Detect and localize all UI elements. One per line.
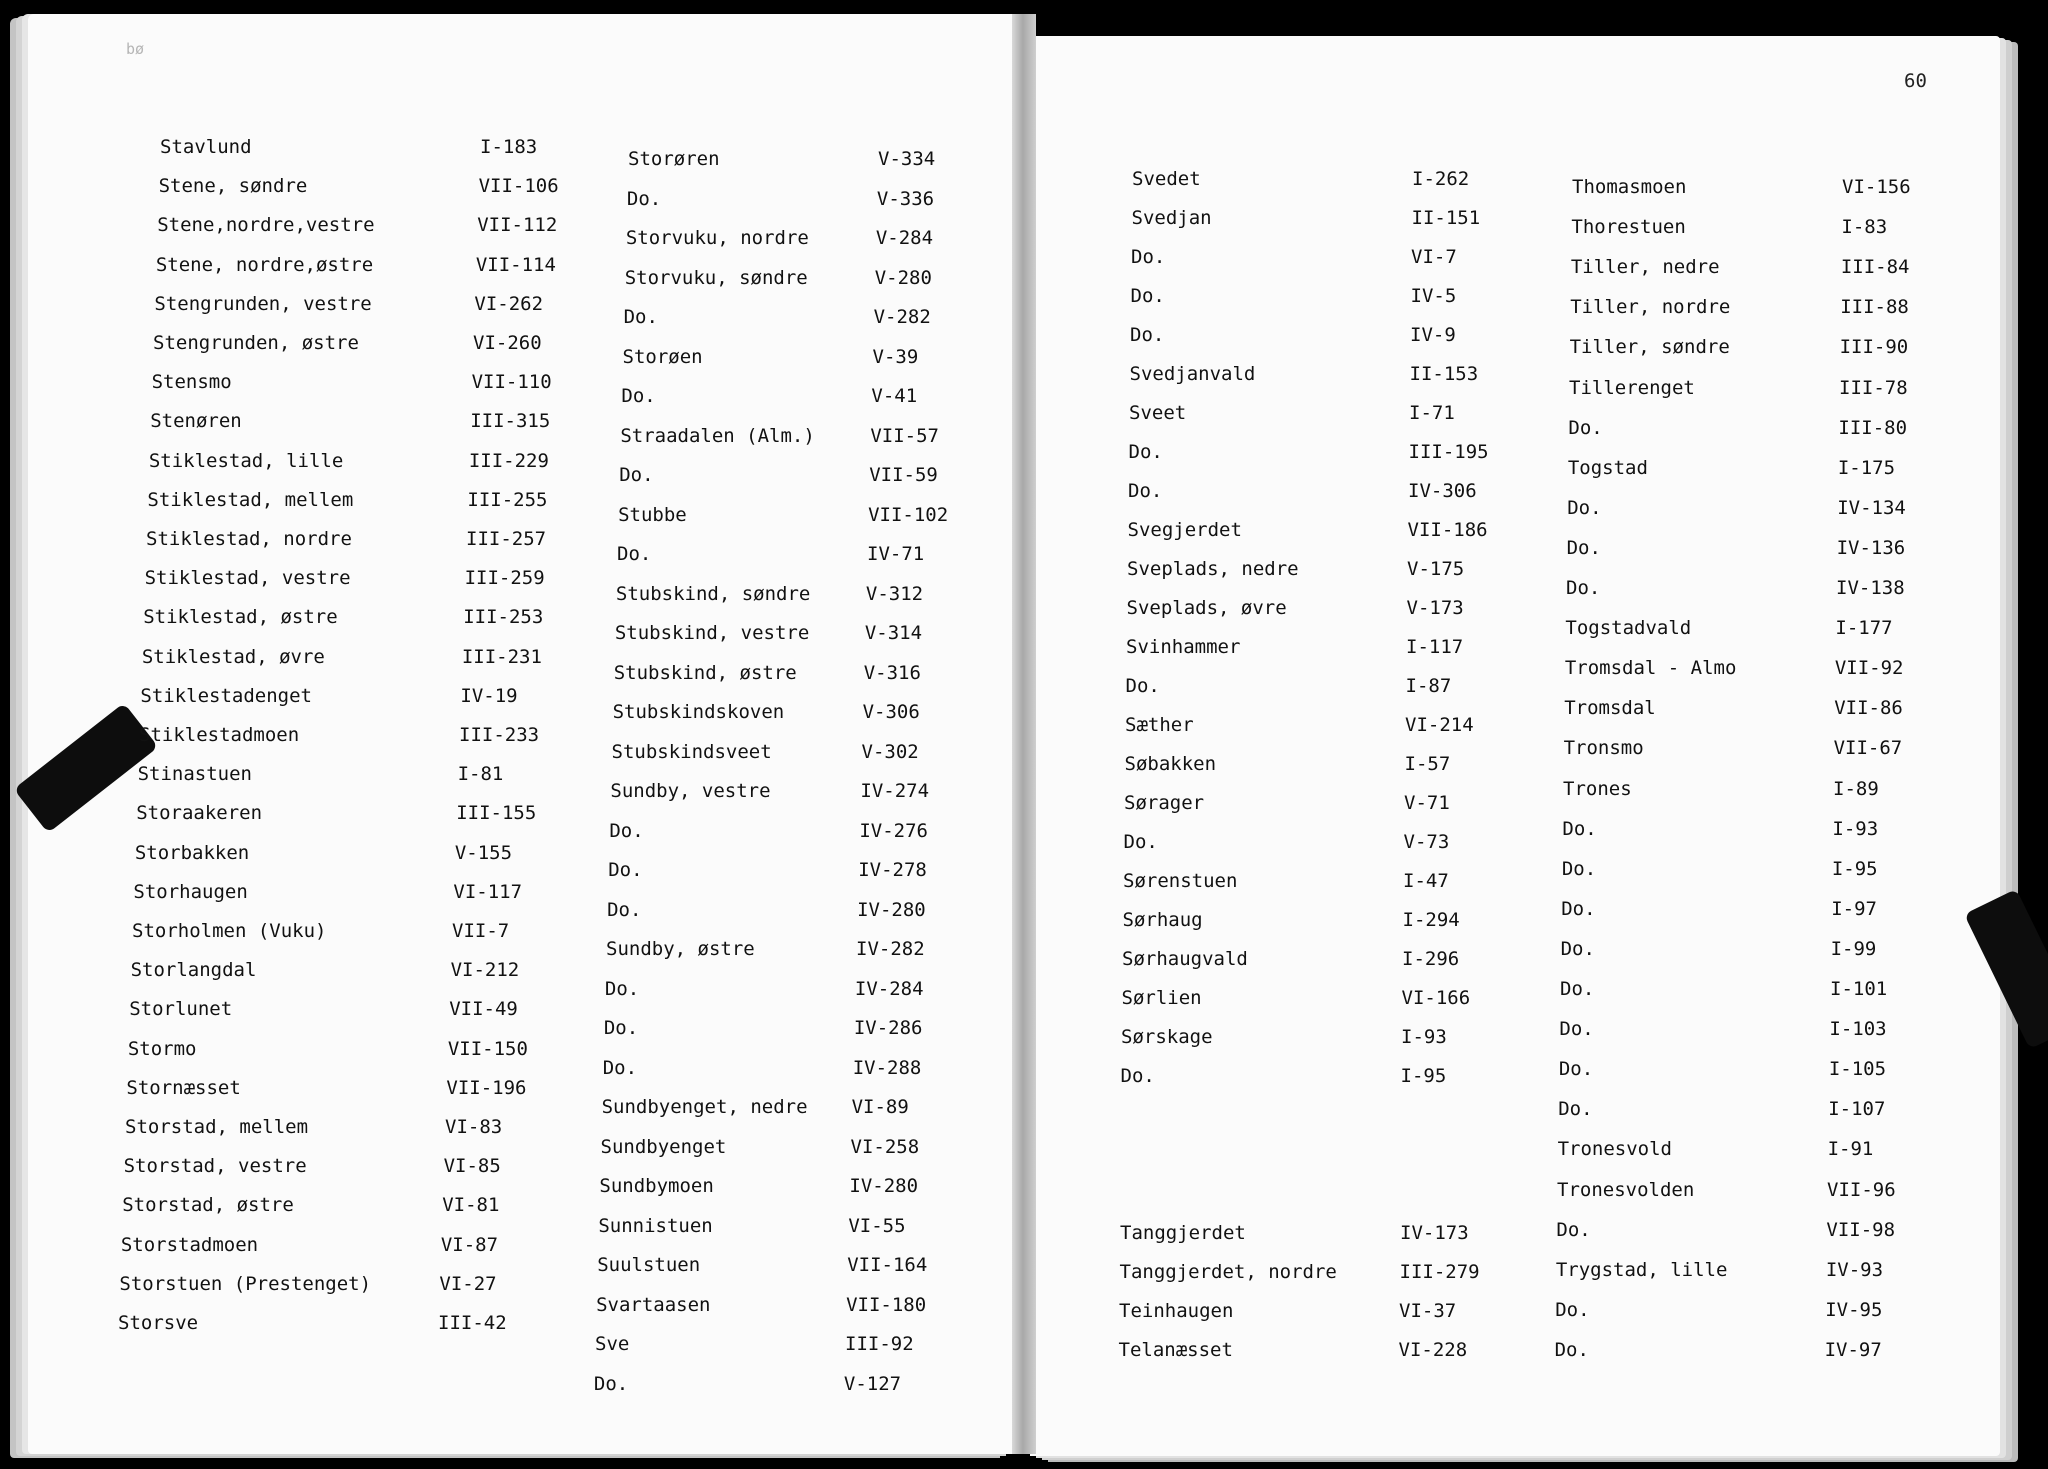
volume-page-ref: III-155: [456, 802, 537, 825]
farm-name: Sørlien: [1121, 987, 1202, 1009]
volume-page-ref: I-101: [1830, 978, 1888, 1000]
farm-name: Svinhammer: [1126, 636, 1241, 658]
farm-name: Do.: [1568, 416, 1603, 439]
farm-name: Do.: [1561, 857, 1597, 880]
farm-name: Trones: [1563, 777, 1632, 800]
farm-name: Storbakken: [134, 841, 250, 864]
farm-name: Stengrunden, vestre: [154, 292, 372, 315]
farm-name: Storhaugen: [133, 880, 248, 903]
volume-page-ref: VI-55: [848, 1214, 906, 1237]
volume-page-ref: I-105: [1828, 1058, 1887, 1081]
volume-page-ref: VII-57: [870, 424, 939, 447]
volume-page-ref: IV-274: [860, 780, 930, 802]
farm-name: Do.: [1560, 978, 1595, 1000]
farm-name: Do.: [607, 898, 642, 921]
farm-name: Do.: [1128, 480, 1163, 502]
farm-name: Do.: [608, 859, 643, 881]
volume-page-ref: VI-27: [439, 1272, 497, 1295]
volume-page-ref: VII-86: [1834, 697, 1903, 720]
farm-name: Do.: [1560, 937, 1595, 960]
farm-name: Stene, nordre,østre: [155, 253, 374, 276]
volume-page-ref: VII-150: [447, 1037, 528, 1060]
volume-page-ref: VII-96: [1827, 1178, 1896, 1201]
farm-name: Stiklestad, nordre: [146, 528, 352, 550]
volume-page-ref: VII-186: [1407, 519, 1488, 541]
farm-name: Togstad: [1567, 456, 1648, 479]
farm-name: Tanggjerdet, nordre: [1119, 1261, 1337, 1283]
farm-name: Storvuku, nordre: [625, 227, 809, 249]
farm-name: Svеplads, nedre: [1127, 558, 1299, 580]
volume-page-ref: V-41: [871, 385, 918, 407]
farm-name: Stenøren: [150, 410, 242, 433]
volume-page-ref: I-117: [1406, 636, 1464, 658]
volume-page-ref: V-173: [1406, 597, 1464, 619]
farm-name: Stiklestad, lille: [148, 449, 344, 472]
volume-page-ref: I-87: [1405, 675, 1452, 697]
volume-page-ref: I-93: [1832, 817, 1879, 840]
volume-page-ref: VII-164: [847, 1254, 928, 1276]
farm-name: Stene,nordre,vestre: [157, 214, 375, 237]
volume-page-ref: V-175: [1407, 558, 1465, 580]
farm-name: Storstad, østre: [122, 1194, 294, 1217]
farm-name: Sveet: [1129, 402, 1187, 424]
farm-name: Svegjerdet: [1127, 519, 1242, 541]
farm-name: Søbakken: [1124, 753, 1217, 775]
farm-name: Do.: [1558, 1058, 1594, 1081]
volume-page-ref: VI-260: [473, 332, 542, 354]
farm-name: Stiklestad, vestre: [144, 567, 351, 590]
farm-name: Do.: [604, 977, 640, 1000]
farm-name: Stengrunden, østre: [153, 332, 359, 354]
farm-name: Do.: [623, 306, 658, 328]
farm-name: Storøren: [628, 148, 720, 170]
volume-page-ref: I-294: [1402, 909, 1460, 931]
volume-page-ref: I-91: [1827, 1138, 1874, 1161]
farm-name: Tiller, nedre: [1570, 256, 1720, 279]
farm-name: Sve: [595, 1333, 630, 1355]
volume-page-ref: V-312: [865, 582, 924, 605]
volume-page-ref: IV-138: [1836, 577, 1905, 599]
volume-page-ref: VI-166: [1401, 987, 1471, 1009]
farm-name: Svedjanvald: [1129, 363, 1256, 385]
volume-page-ref: VII-7: [452, 920, 510, 942]
volume-page-ref: I-83: [1841, 216, 1888, 239]
volume-page-ref: III-253: [463, 606, 544, 629]
volume-page-ref: IV-280: [857, 898, 926, 921]
farm-name: Togstadvald: [1565, 617, 1692, 640]
volume-page-ref: IV-306: [1408, 480, 1477, 502]
volume-page-ref: I-97: [1831, 897, 1877, 920]
volume-page-ref: IV-9: [1410, 324, 1456, 346]
volume-page-ref: VI-7: [1411, 246, 1457, 268]
farm-name: Stornæsset: [126, 1076, 241, 1099]
volume-page-ref: III-229: [468, 449, 549, 472]
farm-name: Do.: [1556, 1218, 1591, 1241]
farm-name: Do.: [1131, 246, 1166, 268]
volume-page-ref: I-103: [1829, 1018, 1887, 1041]
farm-name: Tillerenget: [1569, 376, 1695, 399]
farm-name: Do.: [1554, 1338, 1589, 1361]
farm-name: Teinhaugen: [1119, 1300, 1234, 1322]
farm-name: Sunnistuen: [598, 1214, 713, 1237]
farm-name: Telanæsset: [1118, 1339, 1233, 1361]
farm-name: Do.: [1566, 577, 1601, 599]
volume-page-ref: I-183: [480, 136, 538, 158]
volume-page-ref: III-80: [1838, 416, 1908, 439]
farm-name: Sørhaug: [1122, 909, 1203, 931]
volume-page-ref: VII-59: [869, 464, 938, 486]
farm-name: Storstadmoen: [120, 1233, 259, 1256]
farm-name: Do.: [617, 543, 652, 565]
volume-page-ref: III-315: [470, 410, 551, 433]
farm-name: Stubbe: [618, 503, 687, 526]
volume-page-ref: VI-37: [1399, 1300, 1457, 1322]
volume-page-ref: V-314: [864, 622, 923, 644]
volume-page-ref: IV-276: [859, 819, 928, 842]
volume-page-ref: VI-87: [440, 1233, 499, 1256]
farm-name: Storøen: [622, 345, 703, 368]
volume-page-ref: IV-136: [1836, 536, 1906, 559]
farm-name: Svartaasen: [596, 1293, 711, 1316]
farm-name: Do.: [609, 819, 644, 842]
farm-name: Thorestuen: [1571, 216, 1686, 239]
volume-page-ref: IV-280: [849, 1175, 919, 1197]
volume-page-ref: IV-288: [852, 1056, 922, 1079]
volume-page-ref: VI-228: [1398, 1339, 1468, 1361]
farm-name: Stensmo: [151, 371, 232, 394]
volume-page-ref: VII-196: [446, 1076, 527, 1099]
farm-name: Trygstad, lille: [1555, 1258, 1728, 1281]
farm-name: Storlangdal: [130, 959, 257, 982]
volume-page-ref: III-42: [438, 1312, 507, 1334]
farm-name: Sørenstuen: [1123, 870, 1238, 892]
farm-name: Do.: [1130, 324, 1165, 346]
volume-page-ref: V-284: [875, 227, 934, 249]
farm-name: Storaakeren: [136, 802, 263, 825]
farm-name: Tiller, nordre: [1570, 296, 1731, 319]
farm-name: Do.: [621, 385, 656, 407]
farm-name: Do.: [1566, 536, 1601, 559]
volume-page-ref: V-302: [861, 740, 919, 763]
volume-page-ref: VI-83: [445, 1116, 503, 1138]
volume-page-ref: IV-284: [854, 977, 924, 1000]
volume-page-ref: I-81: [457, 763, 504, 786]
volume-page-ref: V-334: [878, 148, 936, 170]
volume-page-ref: VI-212: [450, 959, 520, 982]
farm-name: Stiklestadenget: [140, 684, 312, 707]
farm-name: Stubskind, søndre: [615, 582, 811, 605]
farm-name: Storstad, mellem: [125, 1116, 309, 1138]
volume-page-ref: VII-114: [475, 253, 556, 276]
volume-page-ref: VI-258: [850, 1135, 920, 1158]
volume-page-ref: IV-282: [856, 938, 925, 960]
farm-name: Sørager: [1124, 792, 1205, 814]
volume-page-ref: I-262: [1412, 168, 1470, 190]
volume-page-ref: III-92: [845, 1333, 914, 1355]
volume-page-ref: VII-180: [846, 1293, 927, 1316]
page-number: 60: [1904, 70, 1927, 92]
volume-page-ref: VI-214: [1405, 714, 1474, 736]
farm-name: Do.: [1128, 441, 1163, 463]
farm-name: Do.: [1555, 1298, 1590, 1321]
volume-page-ref: I-99: [1830, 937, 1877, 960]
volume-page-ref: V-39: [872, 345, 919, 368]
volume-page-ref: IV-19: [460, 684, 518, 707]
farm-name: Stiklestadmoen: [139, 724, 300, 746]
volume-page-ref: III-259: [464, 567, 545, 590]
volume-page-ref: V-280: [874, 266, 932, 289]
volume-page-ref: V-282: [873, 306, 931, 328]
farm-name: Do.: [1123, 831, 1158, 853]
volume-page-ref: II-151: [1411, 207, 1481, 229]
farm-name: Tromsdal - Almo: [1564, 657, 1737, 680]
farm-name: Sveplads, øvre: [1126, 597, 1287, 619]
farm-name: Do.: [619, 464, 654, 486]
farm-name: Storsve: [118, 1312, 199, 1334]
farm-name: Sundbyenget, nedre: [601, 1096, 808, 1118]
farm-name: Stene, søndre: [158, 175, 308, 198]
volume-page-ref: IV-71: [867, 543, 925, 565]
farm-name: Stubskindskoven: [612, 701, 785, 723]
volume-page-ref: VII-49: [449, 998, 518, 1021]
volume-page-ref: I-57: [1404, 753, 1451, 775]
volume-page-ref: I-71: [1409, 402, 1455, 424]
farm-name: Stiklestad, øvre: [141, 645, 325, 668]
volume-page-ref: VII-67: [1833, 737, 1903, 760]
volume-page-ref: I-175: [1837, 456, 1896, 479]
farm-name: Storvuku, søndre: [624, 266, 808, 289]
farm-name: Stubskind, østre: [613, 661, 797, 684]
volume-page-ref: IV-93: [1825, 1258, 1884, 1281]
volume-page-ref: III-279: [1399, 1261, 1480, 1283]
volume-page-ref: VI-262: [474, 292, 544, 315]
farm-name: Sundby, vestre: [610, 780, 771, 802]
volume-page-ref: VII-98: [1826, 1218, 1896, 1241]
farm-name: Do.: [1125, 675, 1160, 697]
farm-name: Do.: [1562, 817, 1597, 840]
volume-page-ref: I-89: [1833, 777, 1879, 800]
farm-name: Straadalen (Alm.): [620, 424, 815, 447]
volume-page-ref: III-255: [467, 488, 548, 511]
farm-name: Tronesvold: [1557, 1138, 1672, 1161]
book-gutter: [1012, 14, 1036, 1454]
volume-page-ref: IV-278: [858, 859, 927, 881]
farm-name: Svedet: [1132, 168, 1201, 190]
farm-name: Sæther: [1125, 714, 1194, 736]
farm-name: Sørhaugvald: [1122, 948, 1248, 970]
farm-name: Storlunet: [129, 998, 233, 1021]
running-head: bø: [126, 40, 145, 58]
farm-name: Sundby, østre: [606, 938, 755, 960]
farm-name: Sørskage: [1121, 1026, 1213, 1048]
volume-page-ref: VI-89: [851, 1096, 909, 1118]
volume-page-ref: VI-85: [443, 1155, 501, 1178]
farm-name: Svedjan: [1131, 207, 1212, 229]
farm-name: Tronsmo: [1563, 737, 1644, 760]
farm-name: Stormo: [127, 1037, 197, 1060]
farm-name: Tiller, søndre: [1569, 336, 1730, 359]
farm-name: Suulstuen: [597, 1254, 701, 1276]
farm-name: Do.: [1567, 496, 1602, 519]
farm-name: Do.: [626, 187, 662, 210]
farm-name: Do.: [1561, 897, 1596, 920]
volume-page-ref: VI-156: [1842, 176, 1911, 198]
farm-name: Do.: [603, 1017, 639, 1039]
volume-page-ref: III-257: [466, 528, 547, 550]
volume-page-ref: IV-95: [1825, 1298, 1883, 1321]
farm-name: Stubskindsveet: [611, 740, 772, 763]
volume-page-ref: VII-112: [477, 214, 558, 237]
volume-page-ref: VI-81: [442, 1194, 500, 1217]
volume-page-ref: III-78: [1839, 376, 1908, 399]
volume-page-ref: VII-102: [868, 503, 949, 526]
farm-name: Storstad, vestre: [123, 1155, 307, 1178]
farm-name: Stinastuen: [137, 763, 252, 786]
farm-name: Stubskind, vestre: [614, 622, 810, 644]
volume-page-ref: V-127: [843, 1372, 902, 1395]
volume-page-ref: V-73: [1403, 831, 1450, 853]
farm-name: Sundbymoen: [599, 1175, 714, 1197]
volume-page-ref: IV-134: [1837, 496, 1906, 519]
farm-name: Tronesvolden: [1557, 1178, 1695, 1201]
farm-name: Storstuen (Prestenget): [119, 1272, 372, 1295]
farm-name: Do.: [1559, 1018, 1594, 1041]
volume-page-ref: I-107: [1828, 1098, 1886, 1121]
farm-name: Thomasmoen: [1572, 176, 1687, 198]
farm-name: Do.: [1120, 1065, 1155, 1087]
volume-page-ref: I-47: [1403, 870, 1449, 892]
volume-page-ref: III-195: [1408, 441, 1489, 463]
volume-page-ref: V-336: [876, 187, 935, 210]
volume-page-ref: III-88: [1840, 296, 1909, 319]
volume-page-ref: VII-92: [1834, 657, 1904, 680]
volume-page-ref: IV-173: [1400, 1222, 1469, 1244]
volume-page-ref: I-93: [1401, 1026, 1447, 1048]
volume-page-ref: III-84: [1840, 256, 1910, 279]
volume-page-ref: III-231: [461, 645, 542, 668]
volume-page-ref: III-233: [459, 724, 540, 746]
farm-name: Tanggjerdet: [1120, 1222, 1246, 1244]
volume-page-ref: V-306: [862, 701, 920, 723]
farm-name: Stiklestad, mellem: [147, 488, 354, 511]
farm-name: Do.: [602, 1056, 638, 1079]
volume-page-ref: V-316: [863, 661, 921, 684]
volume-page-ref: I-95: [1400, 1065, 1447, 1087]
volume-page-ref: IV-97: [1824, 1338, 1882, 1361]
farm-name: Do.: [1558, 1098, 1593, 1121]
volume-page-ref: III-90: [1839, 336, 1909, 359]
farm-name: Do.: [593, 1372, 629, 1395]
farm-name: Sundbyenget: [600, 1135, 727, 1158]
volume-page-ref: IV-5: [1410, 285, 1457, 307]
volume-page-ref: II-153: [1409, 363, 1479, 385]
farm-name: Tromsdal: [1564, 697, 1656, 720]
volume-page-ref: V-155: [454, 841, 513, 864]
farm-name: Do.: [1130, 285, 1165, 307]
volume-page-ref: I-296: [1402, 948, 1460, 970]
volume-page-ref: VII-106: [478, 175, 559, 198]
volume-page-ref: I-177: [1835, 617, 1893, 640]
farm-name: Stiklestad, østre: [143, 606, 338, 629]
volume-page-ref: V-71: [1404, 792, 1450, 814]
volume-page-ref: I-95: [1831, 857, 1878, 880]
farm-name: Stavlund: [160, 136, 252, 158]
volume-page-ref: IV-286: [853, 1017, 923, 1039]
volume-page-ref: VII-110: [471, 371, 552, 394]
volume-page-ref: VI-117: [453, 880, 523, 903]
farm-name: Storholmen (Vuku): [132, 920, 327, 942]
